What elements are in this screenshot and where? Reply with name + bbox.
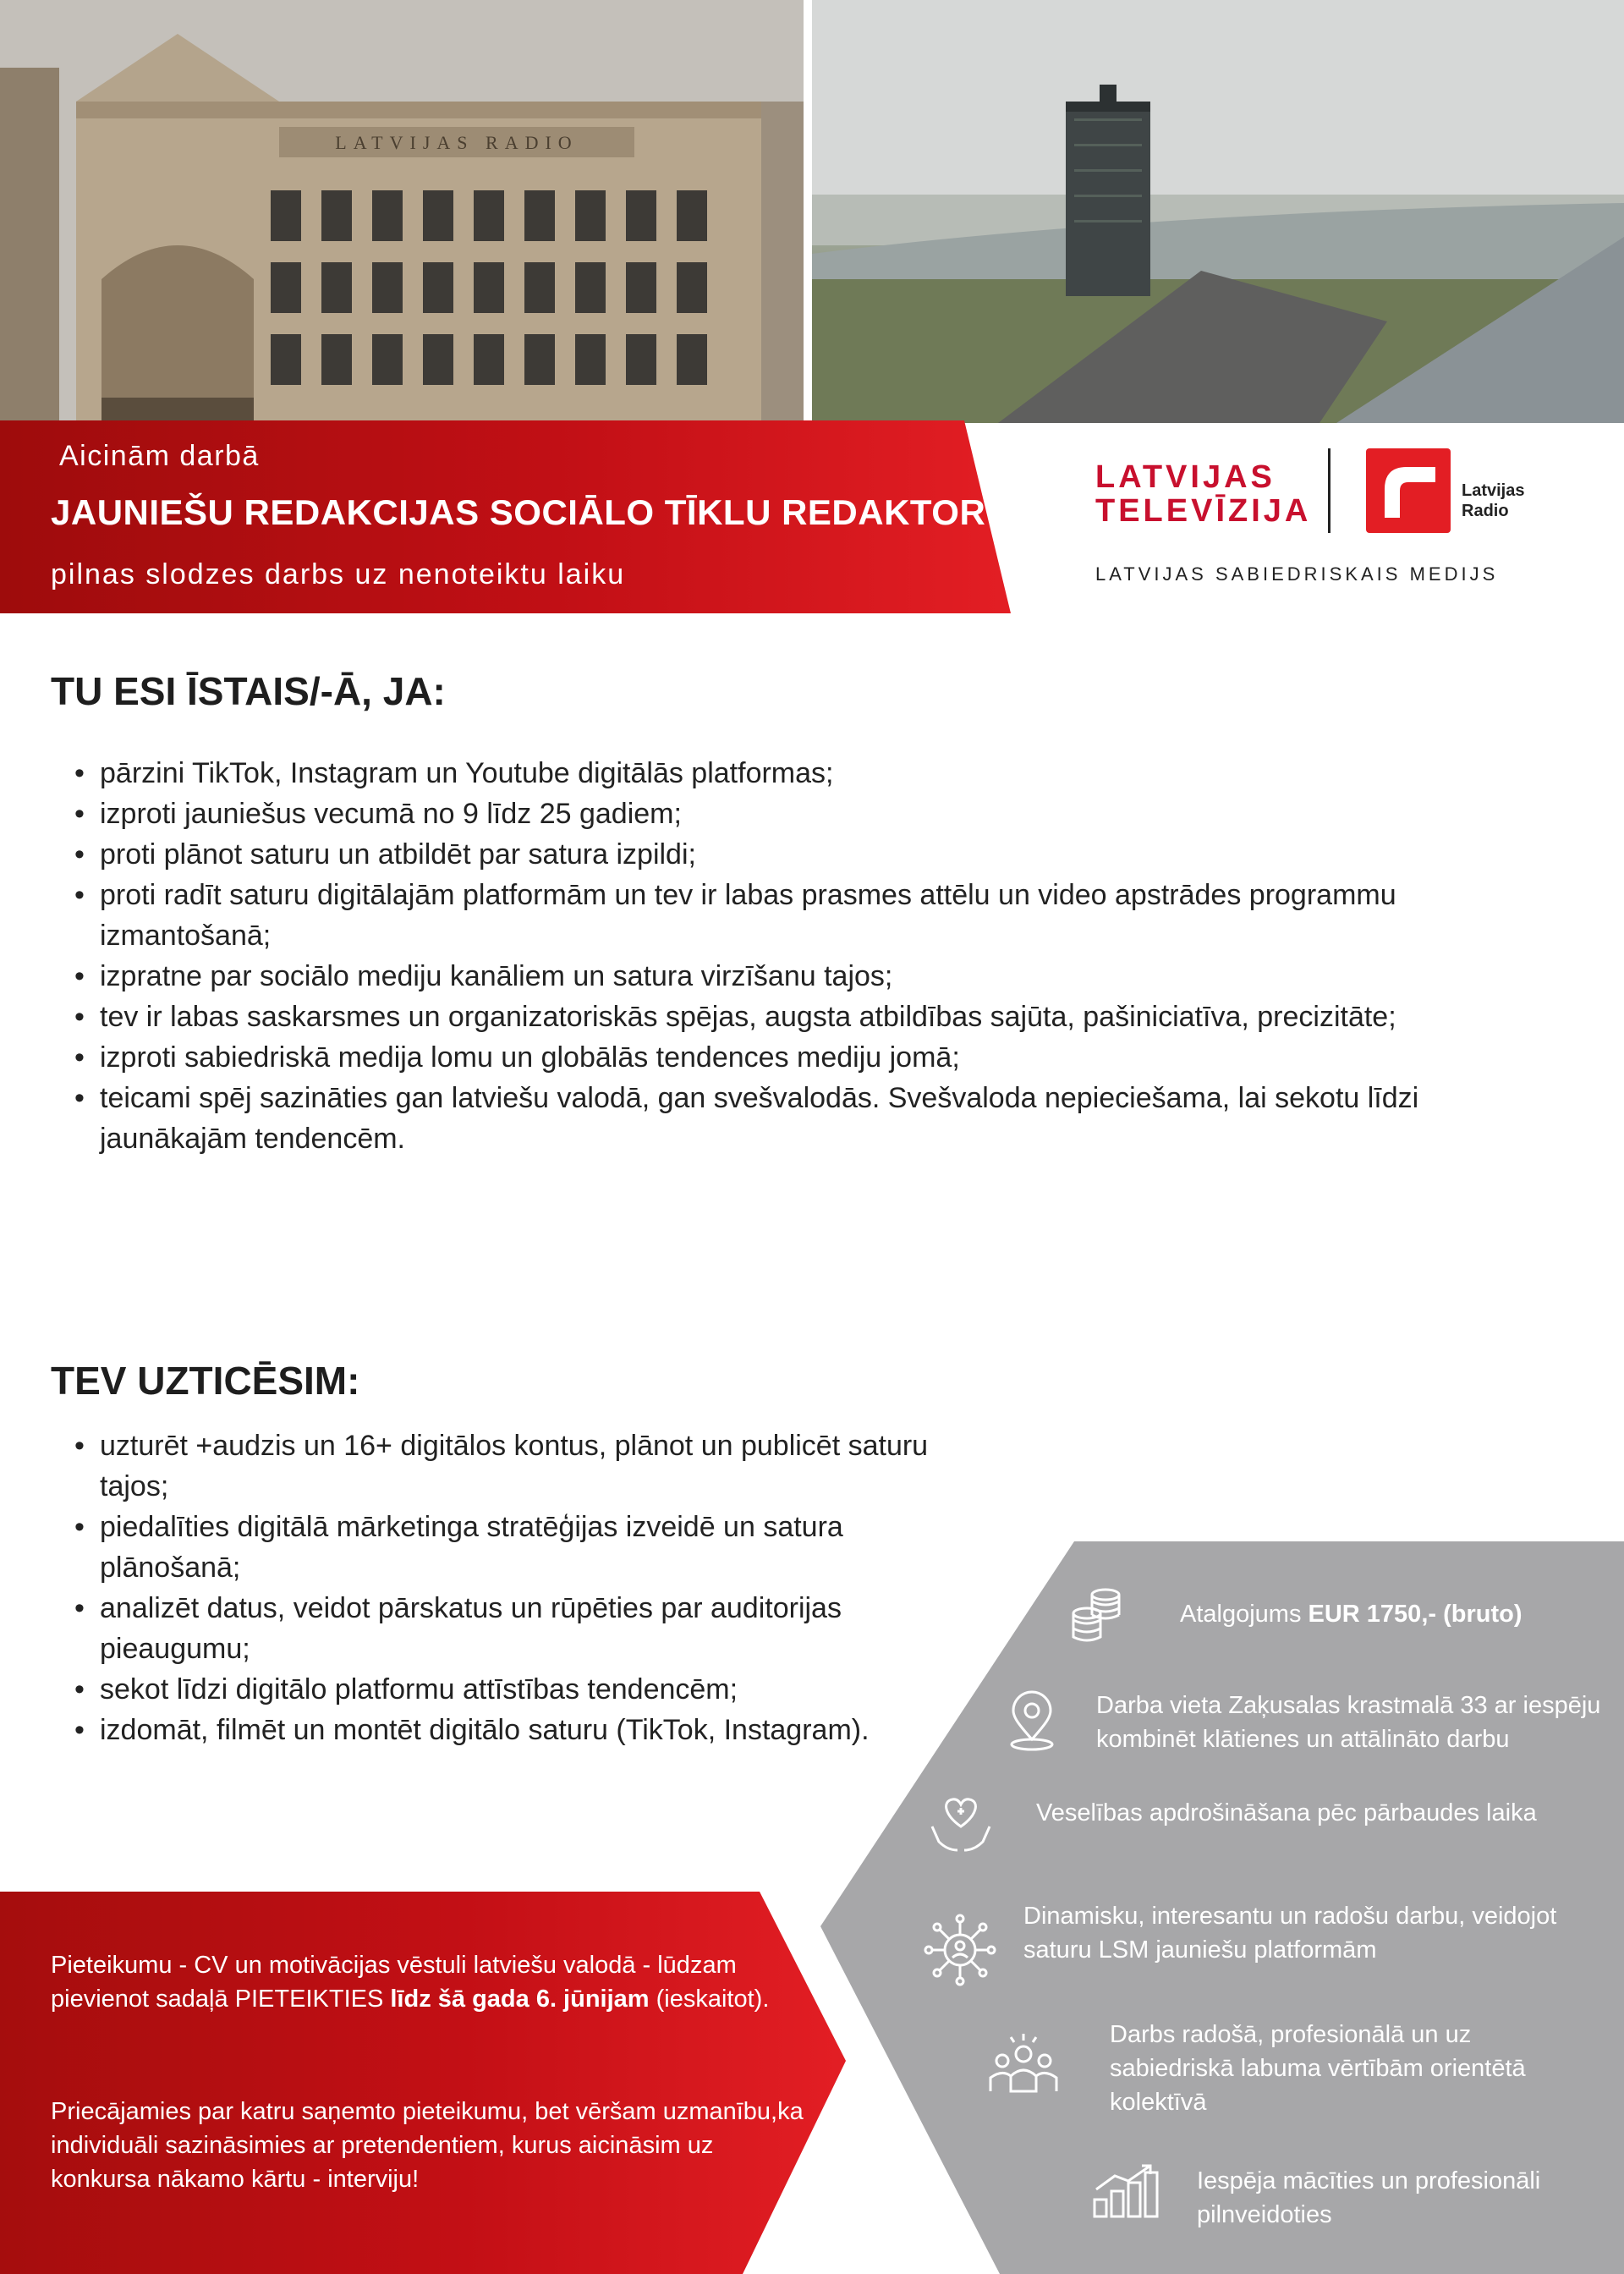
salary-amount: EUR 1750,- (bruto) — [1308, 1601, 1522, 1628]
benefit-salary — [1180, 1597, 1603, 1631]
logo-divider — [1328, 448, 1330, 533]
benefit-insurance: Veselības apdrošināšana pēc pārbaudes laika — [1036, 1799, 1537, 1826]
list-item: • pārzini TikTok, Instagram un Youtube digitālās platformas; — [74, 753, 1563, 794]
application-deadline: līdz šā gada 6. jūnijam — [390, 1986, 650, 2013]
duties-list — [74, 1425, 988, 1750]
list-item: • uzturēt +audzis un 16+ digitālos kontus, plānot un publicēt saturu tajos; — [74, 1425, 988, 1507]
ltv-tower-aerial-photo — [812, 0, 1624, 423]
location-pin-icon — [1007, 1690, 1057, 1757]
growth-chart-icon — [1091, 2164, 1159, 2224]
benefit-dynamic-work: Dinamisku, interesantu un radošu darbu, veidojot saturu LSM jauniešu platformām — [1023, 1903, 1557, 1964]
job-subtitle: pilnas slodzes darbs uz nenoteiktu laiku — [51, 558, 626, 590]
application-instructions — [51, 1948, 795, 2016]
application-text: Pieteikumu - CV un motivācijas vēstuli latviešu valodā - lūdzam pievienot sadaļā PIETEIKTIES — [51, 1952, 737, 2013]
latvijas-radio-building-photo — [0, 0, 804, 423]
latvijas-radio-logo-mark — [1366, 448, 1451, 533]
coins-icon — [1070, 1586, 1126, 1650]
list-item: • izdomāt, filmēt un montēt digitālo saturu (TikTok, Instagram). — [74, 1710, 988, 1750]
team-icon — [985, 2030, 1062, 2101]
ltv-logo-line1: LATVIJAS — [1095, 459, 1276, 495]
lr-logo-line2: Radio — [1462, 502, 1509, 520]
list-item: • piedalīties digitālā mārketinga stratēģijas izveidē un satura plānošanā; — [74, 1507, 988, 1588]
lsm-tagline: LATVIJAS SABIEDRISKAIS MEDIJS — [1095, 563, 1499, 585]
building-sign-text: LATVIJAS RADIO — [335, 132, 579, 153]
header-pretitle: Aicinām darbā — [59, 440, 260, 472]
list-item: • proti plānot saturu un atbildēt par satura izpildi; — [74, 834, 1563, 875]
salary-label: Atalgojums — [1180, 1601, 1309, 1628]
benefit-location: Darba vieta Zaķusalas krastmalā 33 ar iespēju kombinēt klātienes un attālināto darbu — [1096, 1692, 1601, 1753]
list-item: • sekot līdzi digitālo platformu attīstības tendencēm; — [74, 1669, 988, 1710]
job-title: JAUNIEŠU REDAKCIJAS SOCIĀLO TĪKLU REDAKTORU/-I — [51, 492, 1045, 532]
health-hands-icon — [927, 1789, 995, 1861]
application-text-end: (ieskaitot). — [649, 1986, 770, 2013]
list-item: • izproti jauniešus vecumā no 9 līdz 25 gadiem; — [74, 794, 1563, 834]
list-item: • izpratne par sociālo mediju kanāliem un satura virzīšanu tajos; — [74, 956, 1563, 997]
network-person-icon — [924, 1914, 996, 1991]
list-item: • izproti sabiedriskā medija lomu un globālās tendences mediju jomā; — [74, 1037, 1563, 1078]
duties-heading: TEV UZTICĒSIM: — [51, 1359, 360, 1403]
list-item: • teicami spēj sazināties gan latviešu valodā, gan svešvalodās. Svešvaloda nepieciešama, lai sekotu līdzi jaunākajām tendencēm. — [74, 1078, 1563, 1159]
ltv-logo — [1095, 460, 1311, 528]
benefit-growth: Iespēja mācīties un profesionāli pilnveidoties — [1197, 2167, 1541, 2228]
requirements-heading: TU ESI ĪSTAIS/-Ā, JA: — [51, 669, 446, 713]
latvijas-radio-logo-text — [1462, 481, 1524, 521]
list-item: • proti radīt saturu digitālajām platformām un tev ir labas prasmes attēlu un video apstrādes programmu izmantošanā; — [74, 875, 1563, 956]
lr-logo-line1: Latvijas — [1462, 481, 1525, 500]
ltv-logo-line2: TELEVĪZIJA — [1095, 493, 1312, 529]
list-item: • tev ir labas saskarsmes un organizatoriskās spējas, augsta atbildības sajūta, pašiniciatīva, precizitāte; — [74, 997, 1563, 1037]
application-note: Priecājamies par katru saņemto pieteikumu, bet vēršam uzmanību,ka individuāli sazināsimies ar pretendentiem, kurus aicināsim uz konkursa nākamo kārtu - interviju! — [51, 2098, 804, 2193]
requirements-list — [74, 753, 1563, 1159]
benefit-team: Darbs radošā, profesionālā un uz sabiedriskā labuma vērtībām orientētā kolektīvā — [1110, 2021, 1526, 2116]
list-item: • analizēt datus, veidot pārskatus un rūpēties par auditorijas pieaugumu; — [74, 1588, 988, 1669]
